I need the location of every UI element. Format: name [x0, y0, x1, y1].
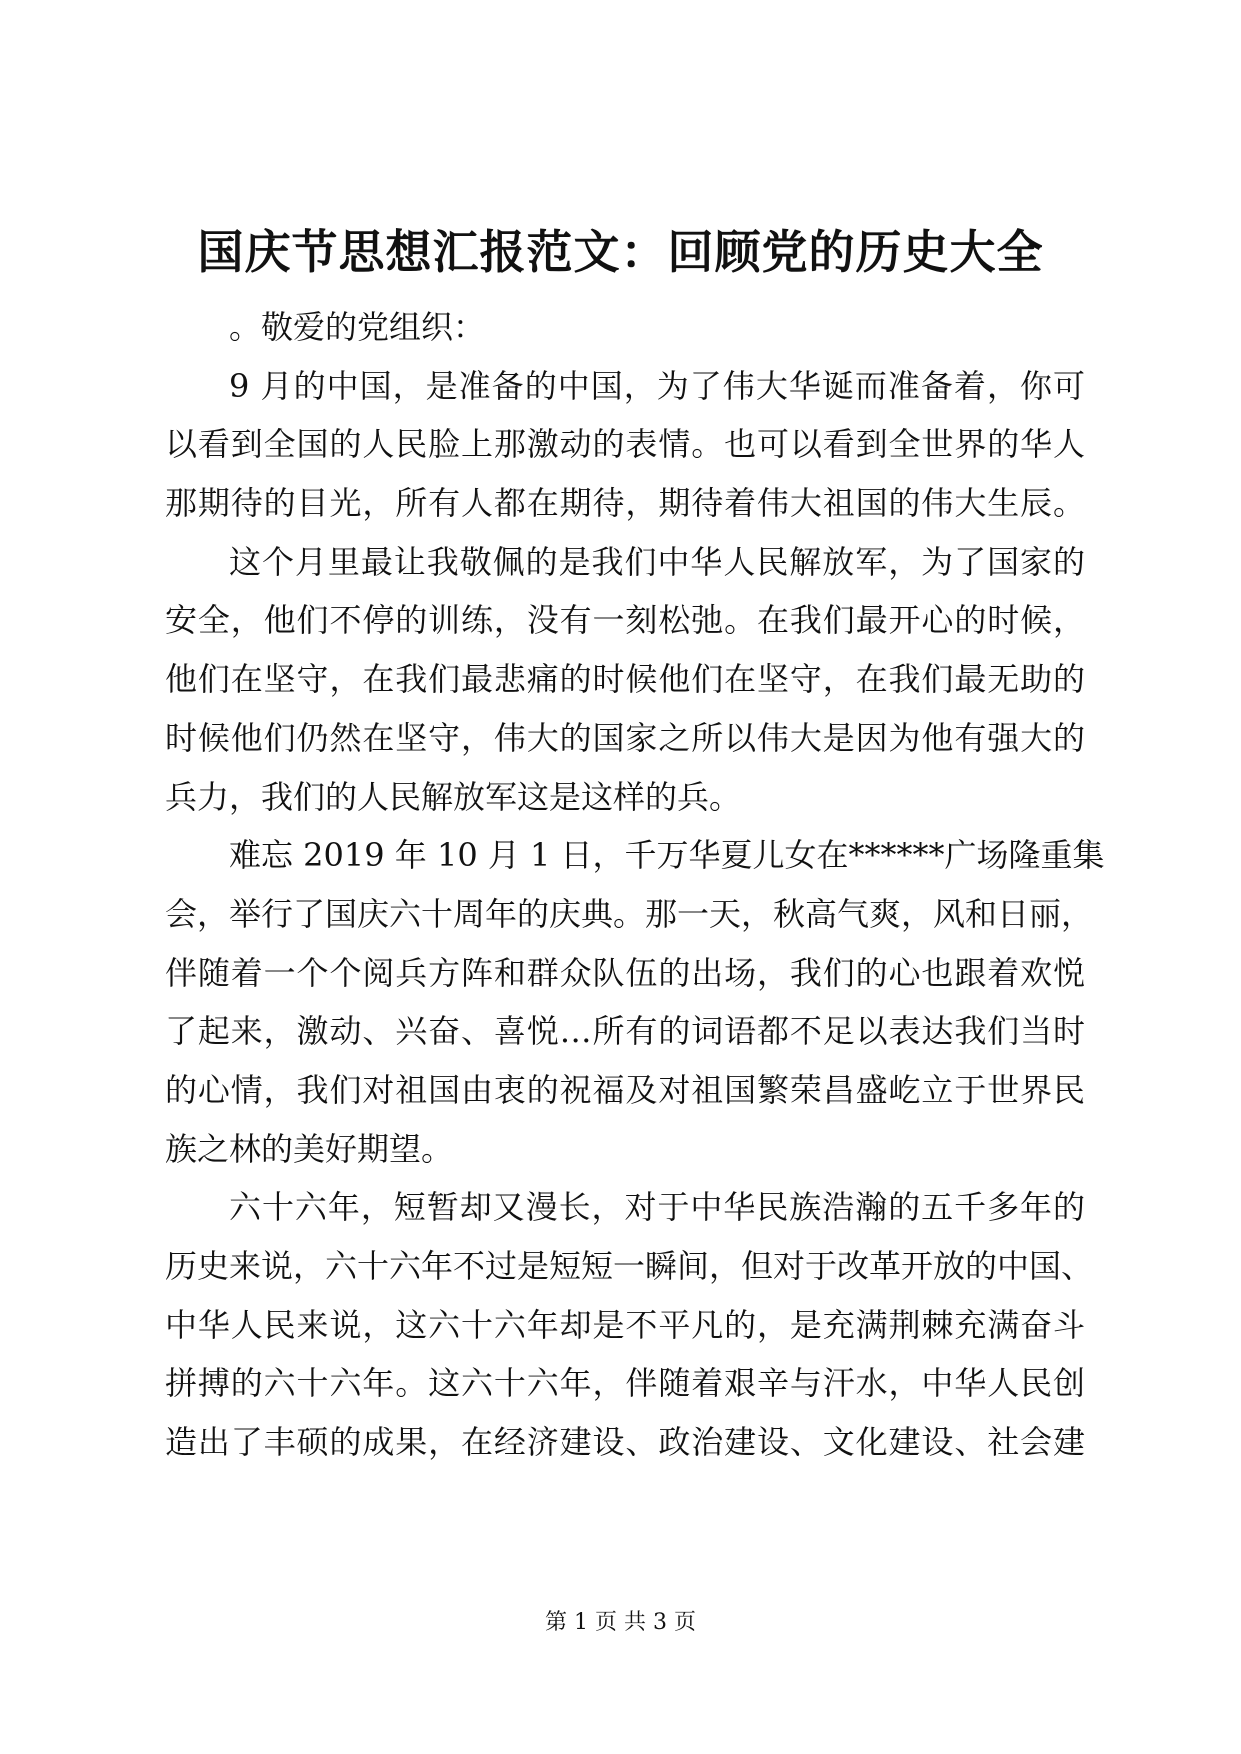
paragraph-4-line-1: 六十六年，短暂却又漫长，对于中华民族浩瀚的五千多年的	[229, 1188, 1085, 1227]
paragraph-3-line-4: 了起来，激动、兴奋、喜悦…所有的词语都不足以表达我们当时	[165, 1012, 1085, 1051]
paragraph-2-line-1: 这个月里最让我敬佩的是我们中华人民解放军，为了国家的	[229, 542, 1085, 581]
paragraph-3-line-1: 难忘 2019 年 10 月 1 日，千万华夏儿女在******广场隆重集	[229, 836, 1105, 875]
salutation-line: 。敬爱的党组织：	[229, 308, 486, 346]
paragraph-2-line-5: 兵力，我们的人民解放军这是这样的兵。	[165, 777, 742, 816]
document-body	[165, 298, 1105, 1472]
paragraph-3-line-5: 的心情，我们对祖国由衷的祝福及对祖国繁荣昌盛屹立于世界民	[165, 1070, 1085, 1109]
paragraph-4-line-3: 中华人民来说，这六十六年却是不平凡的，是充满荆棘充满奋斗	[165, 1305, 1085, 1344]
paragraph-3-line-2: 会，举行了国庆六十周年的庆典。那一天，秋高气爽，风和日丽，	[165, 894, 1094, 933]
paragraph-2-line-2: 安全，他们不停的训练，没有一刻松弛。在我们最开心的时候，	[165, 601, 1085, 640]
paragraph-2-line-3: 他们在坚守，在我们最悲痛的时候他们在坚守，在我们最无助的	[165, 660, 1085, 699]
paragraph-3-line-6: 族之林的美好期望。	[165, 1129, 454, 1168]
paragraph-4-line-2: 历史来说，六十六年不过是短短一瞬间，但对于改革开放的中国、	[165, 1247, 1094, 1285]
paragraph-1-line-3: 那期待的目光，所有人都在期待，期待着伟大祖国的伟大生辰。	[165, 484, 1085, 523]
document-title: 国庆节思想汇报范文：回顾党的历史大全	[197, 225, 1044, 279]
paragraph-1-line-1: 9 月的中国，是准备的中国，为了伟大华诞而准备着，你可	[229, 366, 1085, 405]
page-number-footer: 第 1 页 共 3 页	[545, 1610, 696, 1635]
paragraph-1-line-2: 以看到全国的人民脸上那激动的表情。也可以看到全世界的华人	[165, 425, 1085, 464]
paragraph-2-line-4: 时候他们仍然在坚守，伟大的国家之所以伟大是因为他有强大的	[165, 718, 1085, 757]
paragraph-4-line-4: 拼搏的六十六年。这六十六年，伴随着艰辛与汗水，中华人民创	[165, 1364, 1085, 1403]
paragraph-4-line-5: 造出了丰硕的成果，在经济建设、政治建设、文化建设、社会建	[165, 1423, 1085, 1462]
paragraph-3-line-3: 伴随着一个个阅兵方阵和群众队伍的出场，我们的心也跟着欢悦	[165, 953, 1085, 992]
